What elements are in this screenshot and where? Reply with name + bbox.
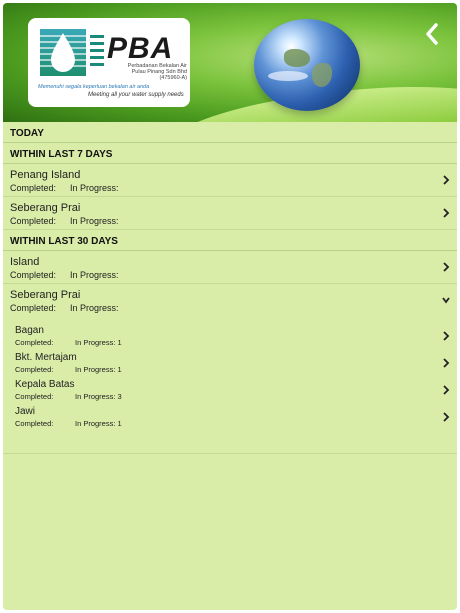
list-item-seberang-prai-7d[interactable] <box>3 197 457 230</box>
sub-item-title: Kepala Batas <box>15 379 75 390</box>
section-today: TODAY <box>3 122 457 143</box>
sub-item-status: Completed: In Progress: 1 <box>15 419 122 428</box>
sub-item-title: Bkt. Mertajam <box>15 352 77 363</box>
list-item-seberang-prai-30d[interactable] <box>3 284 457 317</box>
sub-item-title: Bagan <box>15 325 44 336</box>
back-button[interactable] <box>419 19 445 49</box>
logo-company-name: Perbadanan Bekalan Air Pulau Pinang Sdn Bhd (475960-A) <box>127 63 187 81</box>
chevron-right-icon <box>441 411 451 423</box>
row-status: Completed: In Progress: <box>10 270 119 280</box>
chevron-right-icon <box>441 207 451 219</box>
sub-item-status: Completed: In Progress: 1 <box>15 338 122 347</box>
chevron-right-icon <box>441 384 451 396</box>
row-status: Completed: In Progress: <box>10 303 119 313</box>
row-title: Seberang Prai <box>10 289 81 301</box>
row-title: Penang Island <box>10 169 81 181</box>
logo-tagline-english: Meeting all your water supply needs <box>88 92 184 98</box>
list-item-island-30d[interactable] <box>3 251 457 284</box>
sub-item-title: Jawi <box>15 406 36 417</box>
globe-image <box>254 19 360 111</box>
sub-item-kepala-batas[interactable] <box>3 377 457 404</box>
logo-abbr: PBA <box>107 32 174 65</box>
list-end-divider <box>3 453 457 454</box>
chevron-right-icon <box>441 174 451 186</box>
app-frame <box>3 3 457 610</box>
status-list <box>3 122 457 454</box>
sub-item-bkt-mertajam[interactable] <box>3 350 457 377</box>
chevron-down-icon <box>441 294 451 306</box>
sub-item-status: Completed: In Progress: 3 <box>15 392 122 401</box>
section-last-7-days: WITHIN LAST 7 DAYS <box>3 143 457 164</box>
sub-item-bagan[interactable] <box>3 323 457 350</box>
section-last-30-days: WITHIN LAST 30 DAYS <box>3 230 457 251</box>
chevron-left-icon <box>425 23 439 45</box>
pba-logo <box>28 18 190 107</box>
row-title: Seberang Prai <box>10 202 81 214</box>
header-banner <box>3 3 457 122</box>
sub-item-jawi[interactable] <box>3 404 457 431</box>
chevron-right-icon <box>441 261 451 273</box>
water-drop-logo-icon <box>40 29 86 76</box>
chevron-right-icon <box>441 330 451 342</box>
row-status: Completed: In Progress: <box>10 216 119 226</box>
logo-tagline-malay: Memenuhi segala keperluan bekalan air anda <box>38 84 150 90</box>
sub-item-status: Completed: In Progress: 1 <box>15 365 122 374</box>
list-item-penang-island-7d[interactable] <box>3 164 457 197</box>
row-title: Island <box>10 256 40 268</box>
logo-stripes <box>90 35 104 71</box>
row-status: Completed: In Progress: <box>10 183 119 193</box>
chevron-right-icon <box>441 357 451 369</box>
